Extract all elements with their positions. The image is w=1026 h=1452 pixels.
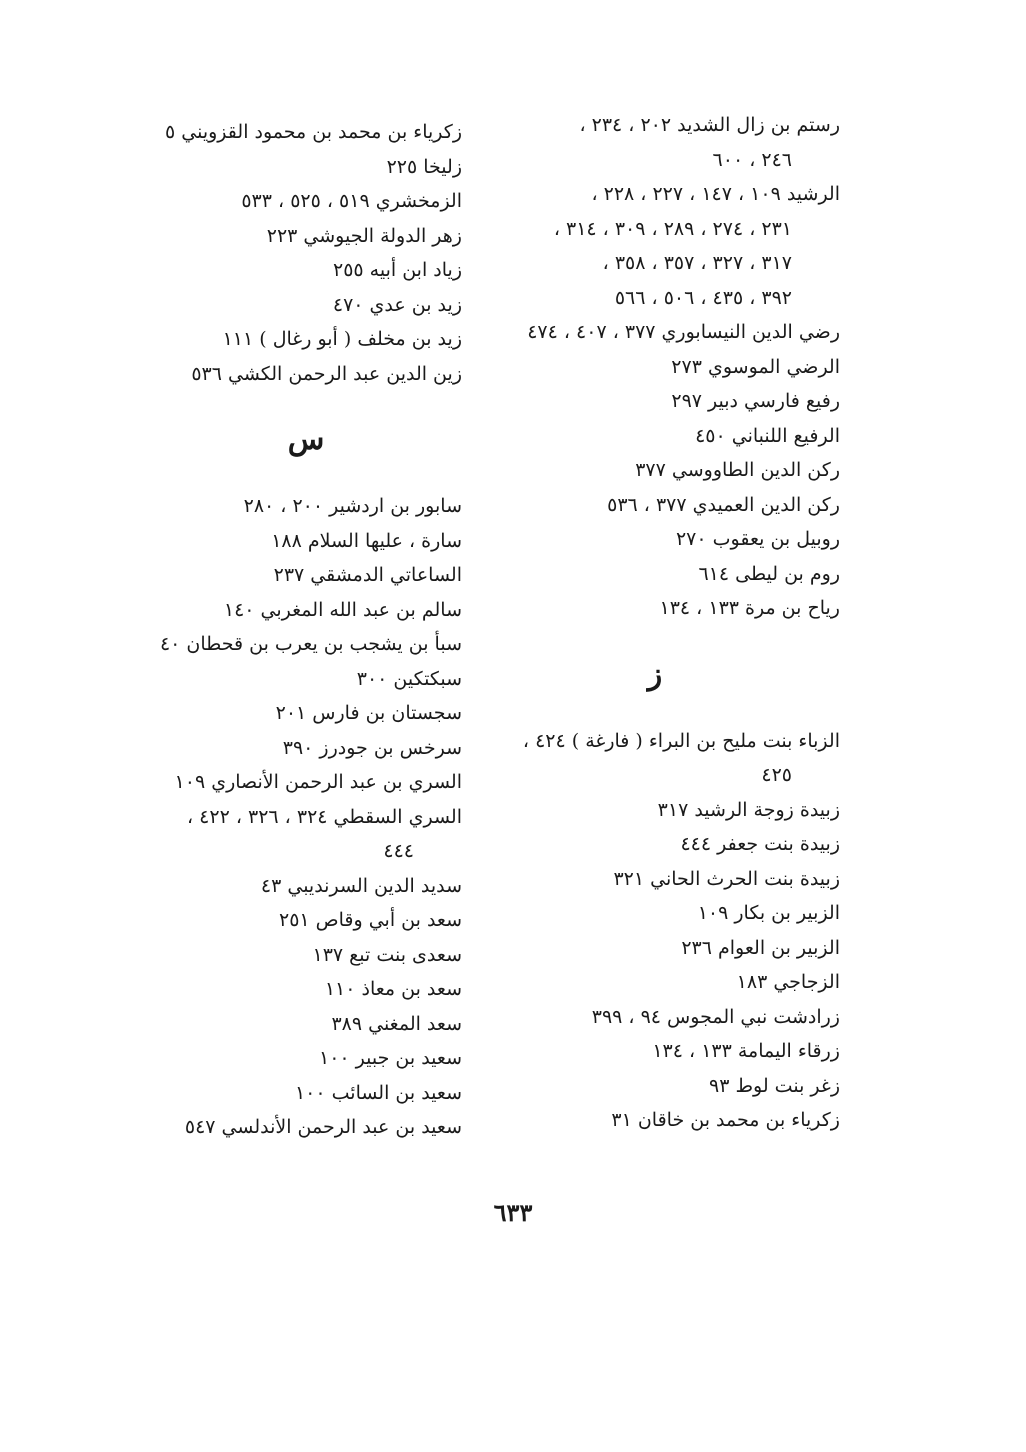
index-entry: سالم بن عبد الله المغربي ١٤٠ [223,598,462,621]
index-entry: الزبير بن العوام ٢٣٦ [681,936,840,959]
index-entry: رياح بن مرة ١٣٣ ، ١٣٤ [659,597,840,619]
index-entry: زرقاء اليمامة ١٣٣ ، ١٣٤ [652,1040,840,1062]
index-entry: زكرياء بن محمد بن محمود القزويني ٥ [165,121,462,143]
index-entry: الزجاجي ١٨٣ [736,971,840,993]
index-entry: سبكتكين ٣٠٠ [356,667,462,690]
index-entry: الرشيد ١٠٩ ، ١٤٧ ، ٢٢٧ ، ٢٢٨ ، [591,183,840,205]
index-entry: روبيل بن يعقوب ٢٧٠ [675,528,840,550]
index-entry: رضي الدين النيسابوري ٣٧٧ ، ٤٠٧ ، ٤٧٤ [527,321,840,343]
index-entry: سعد المغني ٣٨٩ [331,1012,462,1035]
index-entry-continuation: ٤٤٤ [383,840,414,862]
index-entry-continuation: ٤٢٥ [761,764,792,786]
index-entry: زين الدين عبد الرحمن الكشي ٥٣٦ [191,362,462,385]
index-entry: الزباء بنت مليح بن البراء ( فارغة ) ٤٢٤ ، [522,729,840,752]
index-entry-continuation: ٢٤٦ ، ٦٠٠ [712,148,792,171]
index-entry: سرخس بن جودرز ٣٩٠ [282,736,462,759]
index-entry: سبأ بن يشجب بن يعرب بن قحطان ٤٠ [159,633,462,655]
index-entry: زيد بن عدي ٤٧٠ [332,293,462,316]
index-entry: السري بن عبد الرحمن الأنصاري ١٠٩ [174,771,462,793]
index-entry: الرفيع اللنباني ٤٥٠ [695,424,840,447]
section-heading-sin: س [287,422,325,457]
index-entry: زهر الدولة الجيوشي ٢٢٣ [266,224,462,247]
index-entry: الزمخشري ٥١٩ ، ٥٢٥ ، ٥٣٣ [241,190,462,212]
index-entry: ركن الدين العميدي ٣٧٧ ، ٥٣٦ [607,493,840,516]
index-entry: سعد بن أبي وقاص ٢٥١ [278,909,462,931]
index-column-left [150,115,462,1145]
index-entry: زياد ابن أبيه ٢٥٥ [333,259,462,281]
index-entry: سديد الدين السرنديبي ٤٣ [260,874,462,897]
index-entry: زرادشت نبي المجوس ٩٤ ، ٣٩٩ [591,1005,840,1028]
index-entry: رستم بن زال الشديد ٢٠٢ ، ٢٣٤ ، [579,114,840,136]
index-entry: سجستان بن فارس ٢٠١ [275,702,462,724]
index-entry: السري السقطي ٣٢٤ ، ٣٢٦ ، ٤٢٢ ، [187,805,462,828]
index-column-right [490,108,840,1138]
index-entry: رفيع فارسي دبير ٢٩٧ [671,390,840,412]
index-entry-continuation: ٣٩٢ ، ٤٣٥ ، ٥٠٦ ، ٥٦٦ [614,286,792,309]
page-number: ٦٣٣ [493,1198,533,1227]
index-entry-continuation: ٢٣١ ، ٢٧٤ ، ٢٨٩ ، ٣٠٩ ، ٣١٤ ، [553,217,792,240]
index-entry: سعدى بنت تبع ١٣٧ [312,943,462,966]
index-entry: سابور بن اردشير ٢٠٠ ، ٢٨٠ [243,495,462,517]
index-entry: سعيد بن جبير ١٠٠ [319,1047,462,1069]
index-entry: زكرياء بن محمد بن خاقان ٣١ [611,1109,840,1131]
index-entry: زليخا ٢٢٥ [386,155,462,178]
index-entry: سعيد بن عبد الرحمن الأندلسي ٥٤٧ [184,1116,462,1138]
index-entry: زبيدة بنت الحرث الحاني ٣٢١ [613,867,840,890]
index-entry: سعيد بن السائب ١٠٠ [294,1081,462,1104]
index-entry: زيد بن مخلف ( أبو رغال ) ١١١ [222,328,462,350]
section-heading-zay: ز [647,656,663,692]
index-entry: زبيدة زوجة الرشيد ٣١٧ [657,798,840,821]
index-entry: ركن الدين الطاووسي ٣٧٧ [635,459,840,481]
index-entry: زبيدة بنت جعفر ٤٤٤ [680,833,840,855]
index-entry: سارة ، عليها السلام ١٨٨ [271,529,462,552]
index-entry: سعد بن معاذ ١١٠ [324,978,462,1000]
index-entry: الزبير بن بكار ١٠٩ [697,902,840,924]
index-entry-continuation: ٣١٧ ، ٣٢٧ ، ٣٥٧ ، ٣٥٨ ، [602,252,792,274]
index-entry: الساعاتي الدمشقي ٢٣٧ [273,564,462,586]
index-entry: روم بن ليطى ٦١٤ [698,562,840,585]
index-entry: زغر بنت لوط ٩٣ [709,1074,840,1097]
index-entry: الرضي الموسوي ٢٧٣ [671,355,840,378]
